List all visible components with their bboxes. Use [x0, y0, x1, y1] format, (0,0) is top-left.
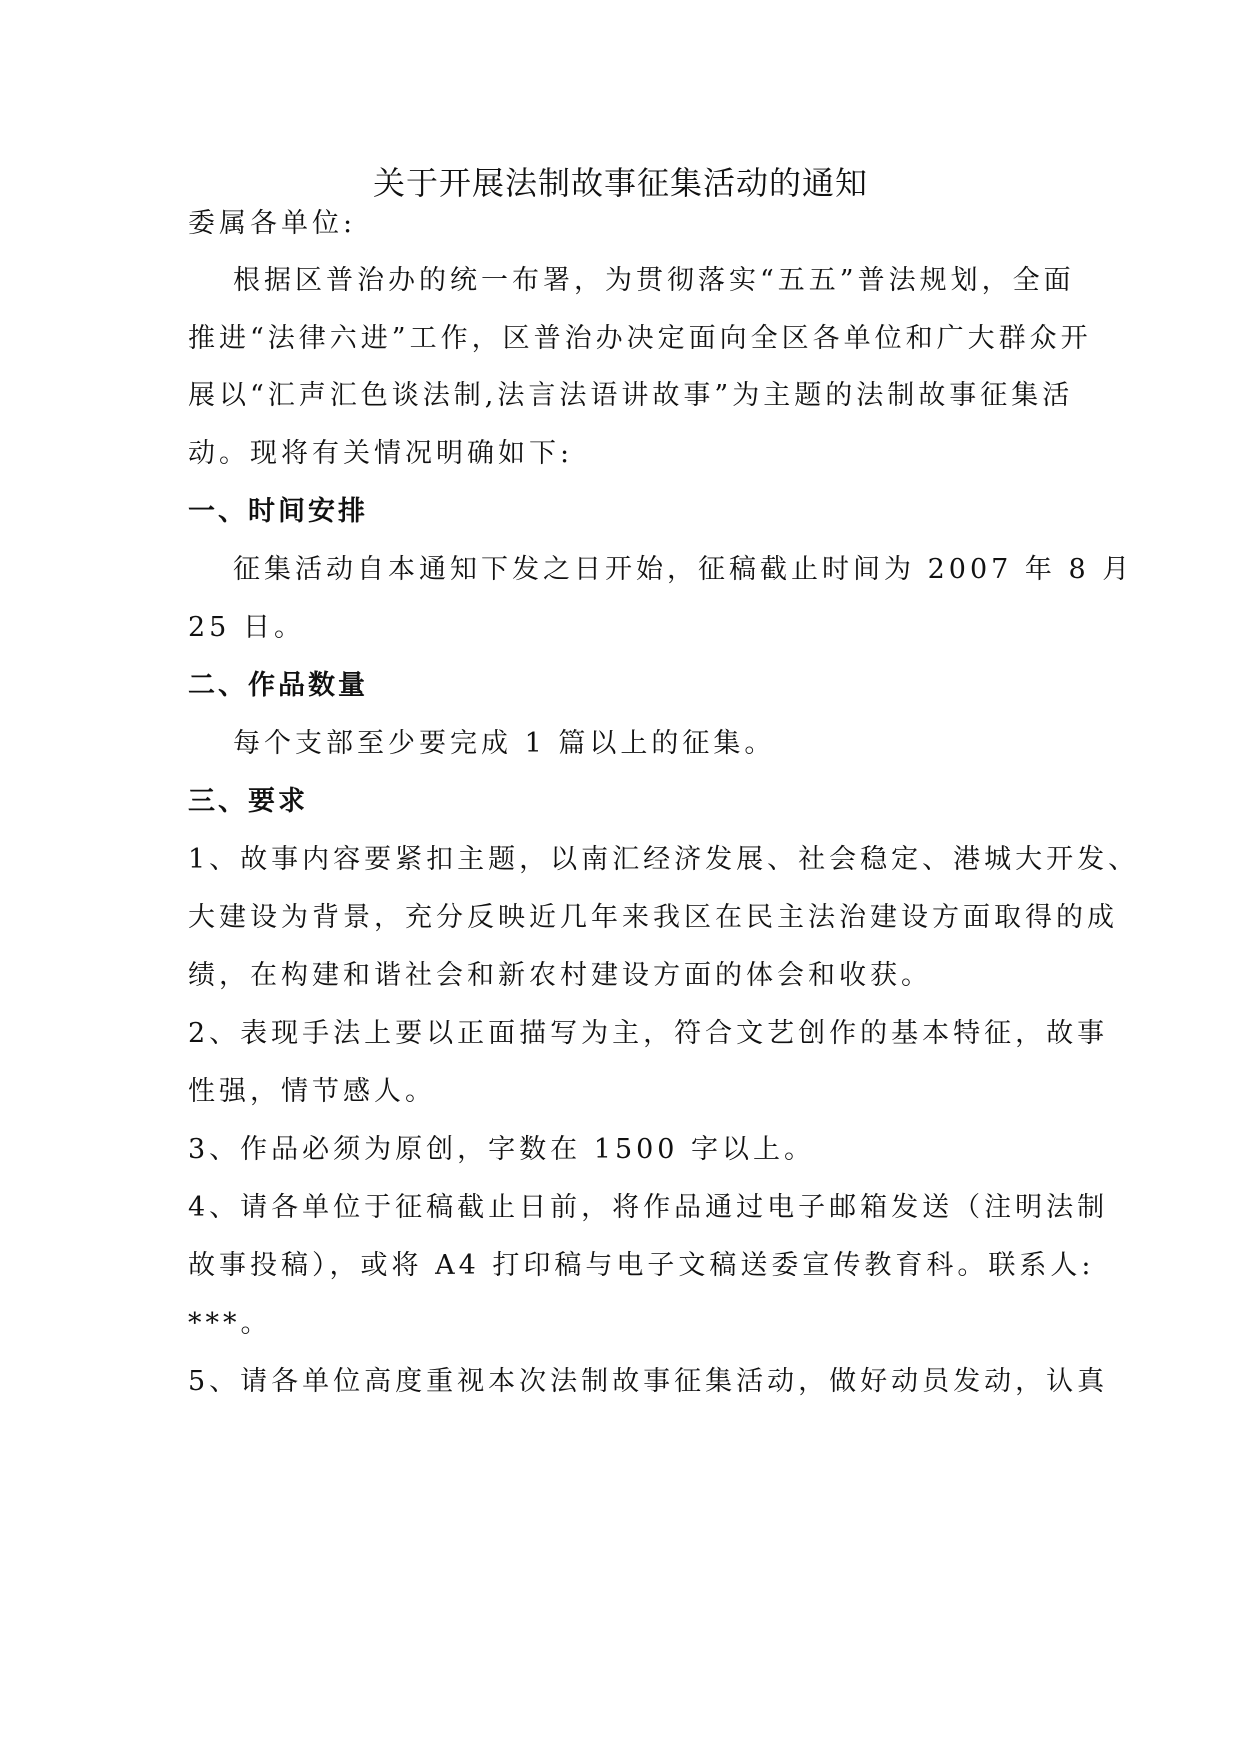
- requirement-line-1: 1、故事内容要紧扣主题，以南汇经济发展、社会稳定、港城大开发、: [188, 844, 1140, 875]
- document-title: 关于开展法制故事征集活动的通知: [372, 164, 868, 202]
- intro-line-2: 推进“法律六进”工作，区普治办决定面向全区各单位和广大群众开: [188, 323, 1092, 354]
- requirement-line-6: 3、作品必须为原创，字数在 1500 字以上。: [188, 1134, 816, 1165]
- requirement-line-4: 2、表现手法上要以正面描写为主，符合文艺创作的基本特征，故事: [188, 1018, 1109, 1049]
- section-heading-quantity: 二、作品数量: [188, 670, 368, 701]
- schedule-line-1: 征集活动自本通知下发之日开始，征稿截止时间为 2007 年 8 月: [233, 554, 1134, 585]
- requirement-line-7: 4、请各单位于征稿截止日前，将作品通过电子邮箱发送（注明法制: [188, 1192, 1109, 1223]
- quantity-line-1: 每个支部至少要完成 1 篇以上的征集。: [233, 728, 776, 759]
- intro-line-3: 展以“汇声汇色谈法制,法言法语讲故事”为主题的法制故事征集活: [188, 380, 1074, 411]
- section-heading-schedule: 一、时间安排: [188, 496, 368, 527]
- requirement-line-5: 性强，情节感人。: [188, 1076, 436, 1107]
- schedule-line-2: 25 日。: [188, 612, 305, 643]
- requirement-line-3: 绩，在构建和谐社会和新农村建设方面的体会和收获。: [188, 960, 932, 991]
- requirement-line-8: 故事投稿），或将 A4 打印稿与电子文稿送委宣传教育科。联系人:: [188, 1250, 1095, 1281]
- section-heading-requirements: 三、要求: [188, 786, 308, 817]
- requirement-line-2: 大建设为背景，充分反映近几年来我区在民主法治建设方面取得的成: [188, 902, 1118, 933]
- intro-line-4: 动。现将有关情况明确如下:: [188, 438, 574, 469]
- requirement-line-10: 5、请各单位高度重视本次法制故事征集活动，做好动员发动，认真: [188, 1366, 1109, 1397]
- intro-line-1: 根据区普治办的统一布署，为贯彻落实“五五”普法规划，全面: [233, 265, 1075, 296]
- salutation: 委属各单位:: [188, 208, 357, 239]
- requirement-line-9: ***。: [188, 1308, 272, 1339]
